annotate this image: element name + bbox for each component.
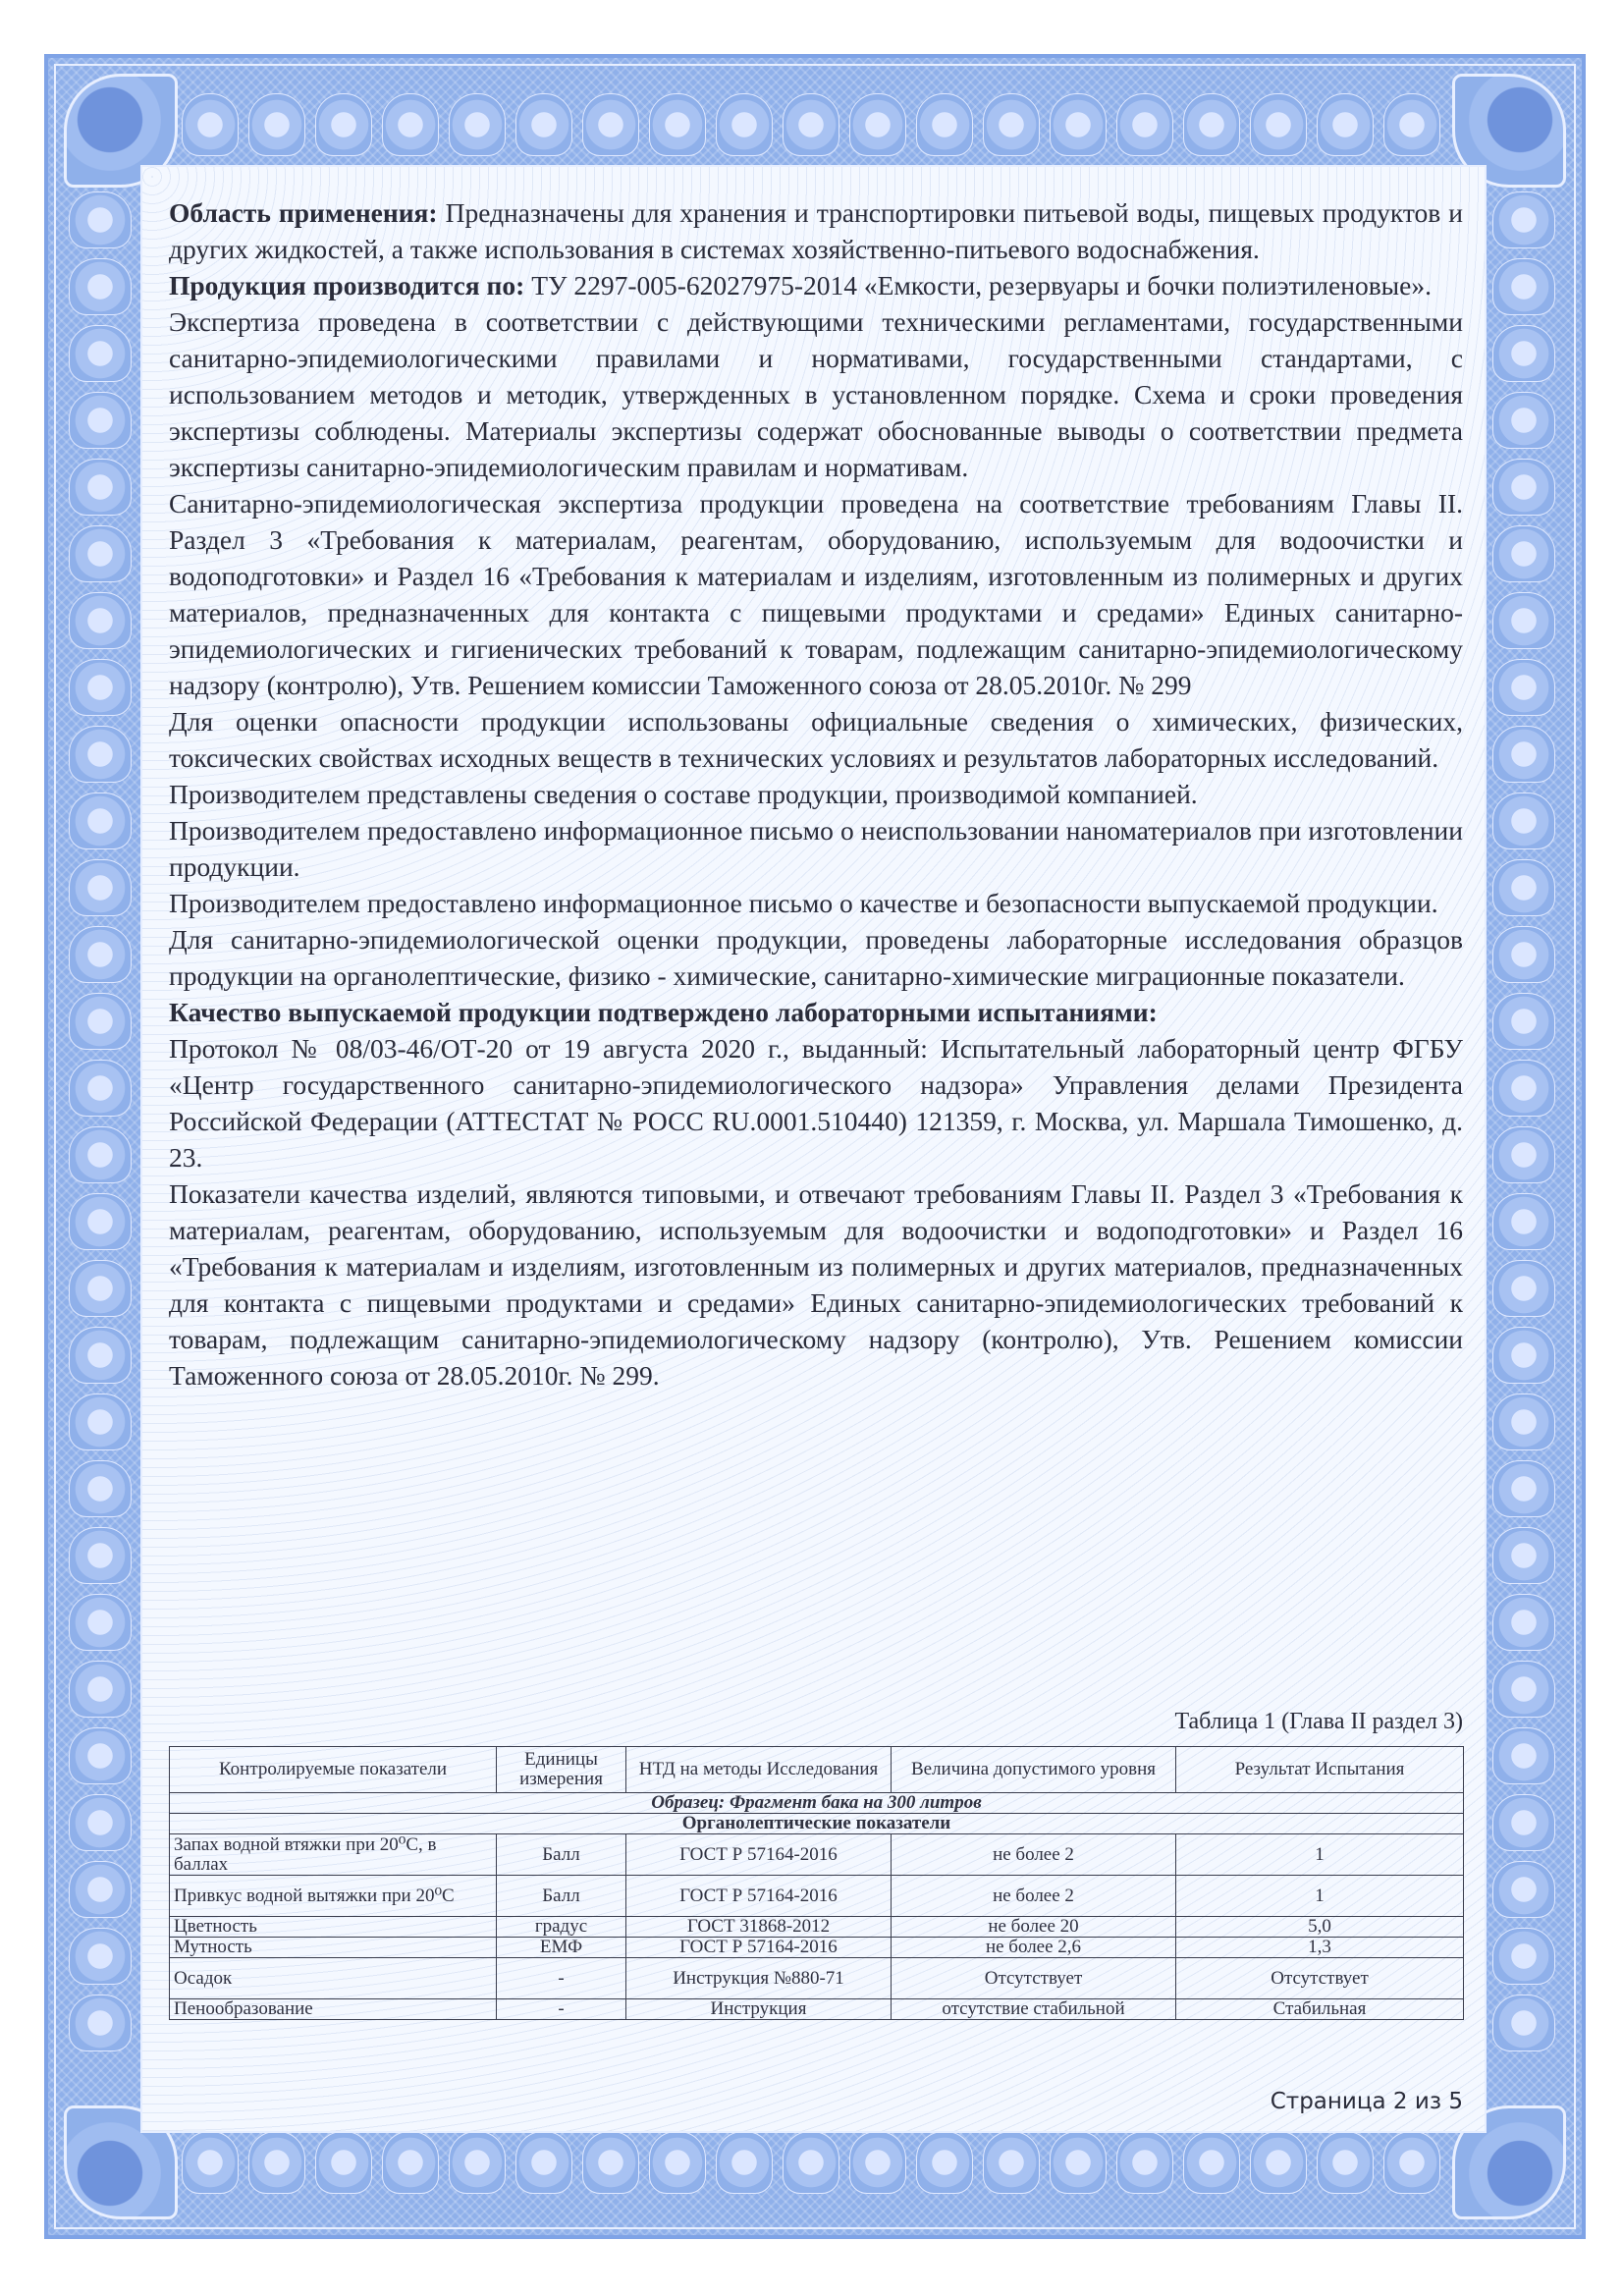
border-rosette-icon xyxy=(849,2131,906,2194)
border-rosette-icon xyxy=(1492,1661,1555,1718)
border-rosette-icon xyxy=(1317,93,1374,156)
border-rosette-icon xyxy=(1492,1060,1555,1117)
paragraph-text: Для санитарно-эпидемиологической оценки продукции, проведены лабораторные исследования образцов продукции на органолептические, физико - химические, санитарно-химические миграционные показатели. xyxy=(169,924,1463,991)
table-row xyxy=(170,1834,1464,1876)
paragraph-composition xyxy=(169,776,1463,812)
paragraph-text: Производителем представлены сведения о составе продукции, производимой компанией. xyxy=(169,779,1198,809)
paragraph-produced-by xyxy=(169,267,1463,303)
border-rosette-icon xyxy=(69,1126,132,1183)
border-rosette-icon xyxy=(916,2131,973,2194)
cell-method: ГОСТ Р 57164-2016 xyxy=(626,1834,892,1876)
paragraph-bold-lead: Качество выпускаемой продукции подтверждено лабораторными испытаниями: xyxy=(169,997,1158,1027)
paragraph-text: Протокол № 08/03-46/ОТ-20 от 19 августа 2020 г., выданный: Испытательный лабораторный центр ФГБУ «Центр государственного санитарно-эпидемиологического надзора» Управления делами Президента Российской Федерации (АТТЕСТАТ № РОСС RU.0001.510440) 121359, г. Москва, ул. Маршала Тимошенко, д. 23. xyxy=(169,1033,1463,1173)
border-rosette-icon xyxy=(515,93,572,156)
table-caption: Таблица 1 (Глава II раздел 3) xyxy=(1174,1709,1463,1734)
cell-limit: не более 20 xyxy=(892,1917,1176,1938)
paragraph-text: Для оценки опасности продукции использованы официальные сведения о химических, физических, токсических свойствах исходных веществ в технических условиях и результатов лабораторных исследований. xyxy=(169,706,1463,773)
table-header-row xyxy=(170,1747,1464,1793)
border-rosette-icon xyxy=(649,93,706,156)
border-rosette-icon xyxy=(449,93,506,156)
border-rosette-icon xyxy=(1492,793,1555,849)
column-header: Результат Испытания xyxy=(1176,1747,1464,1793)
border-rosette-icon xyxy=(69,1394,132,1450)
cell-result: 5,0 xyxy=(1176,1917,1464,1938)
paragraph-bold-lead: Область применения: xyxy=(169,197,438,228)
border-rosette-icon xyxy=(783,2131,839,2194)
results-table xyxy=(169,1746,1464,2020)
border-rosette-icon xyxy=(1492,1727,1555,1784)
paragraph-quality-confirmed xyxy=(169,994,1463,1030)
border-rosette-icon xyxy=(1383,2131,1440,2194)
cell-result: 1,3 xyxy=(1176,1938,1464,1958)
border-rosette-icon xyxy=(849,93,906,156)
paragraph-expertise xyxy=(169,303,1463,485)
column-header: Контролируемые показатели xyxy=(170,1747,497,1793)
cell-unit: ЕМФ xyxy=(497,1938,626,1958)
border-rosette-icon xyxy=(382,93,439,156)
border-rosette-icon xyxy=(1492,1327,1555,1384)
paragraph-quality-indicators xyxy=(169,1175,1463,1394)
border-rosette-icon xyxy=(69,1727,132,1784)
table-row xyxy=(170,1958,1464,1999)
border-rosette-icon xyxy=(69,726,132,783)
border-rosette-icon xyxy=(449,2131,506,2194)
border-rosette-icon xyxy=(1492,1794,1555,1851)
border-band-bottom xyxy=(182,2131,1448,2200)
border-rosette-icon xyxy=(315,93,372,156)
document-body xyxy=(169,194,1463,1394)
border-rosette-icon xyxy=(1183,2131,1240,2194)
border-rosette-icon xyxy=(1492,1260,1555,1317)
border-rosette-icon xyxy=(69,525,132,582)
cell-unit: - xyxy=(497,1999,626,2020)
cell-limit: Отсутствует xyxy=(892,1958,1176,1999)
paragraph-quality-letter xyxy=(169,885,1463,921)
border-rosette-icon xyxy=(69,1861,132,1918)
border-rosette-icon xyxy=(1492,459,1555,516)
border-band-left xyxy=(69,191,137,2102)
border-rosette-icon xyxy=(69,325,132,382)
border-rosette-icon xyxy=(1492,392,1555,449)
paragraph-lab-research xyxy=(169,921,1463,994)
column-header: НТД на методы Исследования xyxy=(626,1747,892,1793)
border-rosette-icon xyxy=(1492,1460,1555,1517)
cell-result: Стабильная xyxy=(1176,1999,1464,2020)
border-rosette-icon xyxy=(783,93,839,156)
paragraph-text: Экспертиза проведена в соответствии с действующими техническими регламентами, государственными санитарно-эпидемиологическими правилами и нормативами, государственными стандартами, с использованием методов и методик, утвержденных в установленном порядке. Схема и сроки проведения экспертизы соблюдены. Материалы экспертизы содержат обоснованные выводы о соответствии предмета экспертизы санитарно-эпидемиологическим правилам и нормативам. xyxy=(169,306,1463,482)
border-rosette-icon xyxy=(1492,1594,1555,1651)
border-rosette-icon xyxy=(1050,2131,1107,2194)
border-rosette-icon xyxy=(69,459,132,516)
border-rosette-icon xyxy=(69,926,132,983)
paragraph-text: Производителем предоставлено информационное письмо о качестве и безопасности выпускаемой продукции. xyxy=(169,888,1438,918)
border-band-top xyxy=(182,93,1448,162)
paragraph-text: Предназначены для хранения и транспортировки питьевой воды, пищевых продуктов и других жидкостей, а также использования в системах хозяйственно-питьевого водоснабжения. xyxy=(169,197,1463,264)
border-rosette-icon xyxy=(1116,2131,1173,2194)
paragraph-text: ТУ 2297-005-62027975-2014 «Емкости, резервуары и бочки полиэтиленовые». xyxy=(524,270,1432,301)
cell-result: 1 xyxy=(1176,1834,1464,1876)
border-rosette-icon xyxy=(69,1327,132,1384)
border-rosette-icon xyxy=(716,93,773,156)
border-rosette-icon xyxy=(716,2131,773,2194)
border-rosette-icon xyxy=(1492,726,1555,783)
cell-method: ГОСТ Р 57164-2016 xyxy=(626,1876,892,1917)
paragraph-nanomaterials xyxy=(169,812,1463,885)
border-rosette-icon xyxy=(69,1928,132,1985)
paragraph-protocol xyxy=(169,1030,1463,1175)
table-row xyxy=(170,1917,1464,1938)
cell-method: ГОСТ 31868-2012 xyxy=(626,1917,892,1938)
border-rosette-icon xyxy=(1492,258,1555,315)
cell-limit: отсутствие стабильной xyxy=(892,1999,1176,2020)
border-rosette-icon xyxy=(69,191,132,248)
border-band-right xyxy=(1492,191,1561,2102)
border-rosette-icon xyxy=(182,2131,239,2194)
cell-method: Инструкция xyxy=(626,1999,892,2020)
border-rosette-icon xyxy=(1492,1527,1555,1584)
border-rosette-icon xyxy=(1492,525,1555,582)
border-rosette-icon xyxy=(1250,93,1307,156)
paragraph-scope xyxy=(169,194,1463,267)
border-rosette-icon xyxy=(649,2131,706,2194)
sample-row xyxy=(170,1793,1464,1814)
border-rosette-icon xyxy=(69,859,132,916)
border-rosette-icon xyxy=(1317,2131,1374,2194)
paragraph-text: Производителем предоставлено информационное письмо о неиспользовании наноматериалов при изготовлении продукции. xyxy=(169,815,1463,882)
border-rosette-icon xyxy=(248,2131,305,2194)
border-rosette-icon xyxy=(69,392,132,449)
paragraph-sanitary-expertise xyxy=(169,485,1463,703)
border-rosette-icon xyxy=(1492,1394,1555,1450)
border-rosette-icon xyxy=(69,1794,132,1851)
cell-indicator: Мутность xyxy=(170,1938,497,1958)
border-rosette-icon xyxy=(916,93,973,156)
border-rosette-icon xyxy=(248,93,305,156)
border-rosette-icon xyxy=(1250,2131,1307,2194)
border-rosette-icon xyxy=(1383,93,1440,156)
cell-indicator: Осадок xyxy=(170,1958,497,1999)
border-rosette-icon xyxy=(1492,592,1555,649)
border-rosette-icon xyxy=(69,793,132,849)
border-rosette-icon xyxy=(69,1661,132,1718)
paragraph-hazard-assessment xyxy=(169,703,1463,776)
border-rosette-icon xyxy=(69,258,132,315)
border-rosette-icon xyxy=(1183,93,1240,156)
section-row xyxy=(170,1814,1464,1834)
cell-limit: не более 2 xyxy=(892,1876,1176,1917)
border-rosette-icon xyxy=(382,2131,439,2194)
border-rosette-icon xyxy=(582,93,639,156)
border-rosette-icon xyxy=(69,659,132,716)
cell-indicator: Привкус водной вытяжки при 20⁰С xyxy=(170,1876,497,1917)
cell-method: Инструкция №880-71 xyxy=(626,1958,892,1999)
cell-unit: Балл xyxy=(497,1834,626,1876)
cell-limit: не более 2 xyxy=(892,1834,1176,1876)
table-row xyxy=(170,1999,1464,2020)
border-rosette-icon xyxy=(1492,1861,1555,1918)
border-rosette-icon xyxy=(69,1193,132,1250)
border-rosette-icon xyxy=(315,2131,372,2194)
paragraph-text: Показатели качества изделий, являются типовыми, и отвечают требованиям Главы II. Раздел 3 «Требования к материалам, реагентам, оборудованию, используемым для водоочистки и водоподготовки» и Раздел 16 «Требования к материалам и изделиям, изготовленным из полимерных и других материалов, предназначенных для контакта с пищевыми продуктами и средами» Единых санитарно-эпидемиологических требований к товарам, подлежащим санитарно-эпидемиологическому надзору (контролю), Утв. Решением комиссии Таможенного союза от 28.05.2010г. № 299. xyxy=(169,1178,1463,1391)
table-row xyxy=(170,1876,1464,1917)
cell-result: Отсутствует xyxy=(1176,1958,1464,1999)
border-rosette-icon xyxy=(69,993,132,1050)
border-rosette-icon xyxy=(69,1594,132,1651)
border-rosette-icon xyxy=(1050,93,1107,156)
column-header: Единицы измерения xyxy=(497,1747,626,1793)
border-rosette-icon xyxy=(69,1260,132,1317)
border-rosette-icon xyxy=(1492,926,1555,983)
border-rosette-icon xyxy=(1492,1126,1555,1183)
cell-limit: не более 2,6 xyxy=(892,1938,1176,1958)
border-rosette-icon xyxy=(1492,1193,1555,1250)
cell-unit: - xyxy=(497,1958,626,1999)
border-rosette-icon xyxy=(983,2131,1040,2194)
border-rosette-icon xyxy=(69,1460,132,1517)
cell-indicator: Запах водной втяжки при 20⁰С, в баллах xyxy=(170,1834,497,1876)
border-rosette-icon xyxy=(1116,93,1173,156)
border-rosette-icon xyxy=(1492,325,1555,382)
border-rosette-icon xyxy=(515,2131,572,2194)
border-rosette-icon xyxy=(1492,859,1555,916)
sample-label: Образец: Фрагмент бака на 300 литров xyxy=(170,1793,1464,1814)
section-label: Органолептические показатели xyxy=(170,1814,1464,1834)
border-rosette-icon xyxy=(1492,1995,1555,2051)
border-rosette-icon xyxy=(69,1995,132,2051)
border-rosette-icon xyxy=(983,93,1040,156)
border-rosette-icon xyxy=(582,2131,639,2194)
table-row xyxy=(170,1938,1464,1958)
border-rosette-icon xyxy=(69,1060,132,1117)
cell-result: 1 xyxy=(1176,1876,1464,1917)
paragraph-text: Санитарно-эпидемиологическая экспертиза продукции проведена на соответствие требованиям Главы II. Раздел 3 «Требования к материалам, реагентам, оборудованию, используемым для водоочистки и водоподготовки» и Раздел 16 «Требования к материалам и изделиям, изготовленным из полимерных и других материалов, предназначенных для контакта с пищевыми продуктами и средами» Единых санитарно-эпидемиологических и гигиенических требований к товарам, подлежащим санитарно-эпидемиологическому надзору (контролю), Утв. Решением комиссии Таможенного союза от 28.05.2010г. № 299 xyxy=(169,488,1463,700)
border-rosette-icon xyxy=(69,592,132,649)
cell-indicator: Цветность xyxy=(170,1917,497,1938)
border-rosette-icon xyxy=(1492,1928,1555,1985)
column-header: Величина допустимого уровня xyxy=(892,1747,1176,1793)
cell-method: ГОСТ Р 57164-2016 xyxy=(626,1938,892,1958)
border-rosette-icon xyxy=(182,93,239,156)
border-rosette-icon xyxy=(69,1527,132,1584)
cell-unit: градус xyxy=(497,1917,626,1938)
cell-unit: Балл xyxy=(497,1876,626,1917)
page-number: Страница 2 из 5 xyxy=(1270,2089,1463,2114)
border-rosette-icon xyxy=(1492,659,1555,716)
border-rosette-icon xyxy=(1492,191,1555,248)
border-rosette-icon xyxy=(1492,993,1555,1050)
cell-indicator: Пенообразование xyxy=(170,1999,497,2020)
paragraph-bold-lead: Продукция производится по: xyxy=(169,270,525,301)
